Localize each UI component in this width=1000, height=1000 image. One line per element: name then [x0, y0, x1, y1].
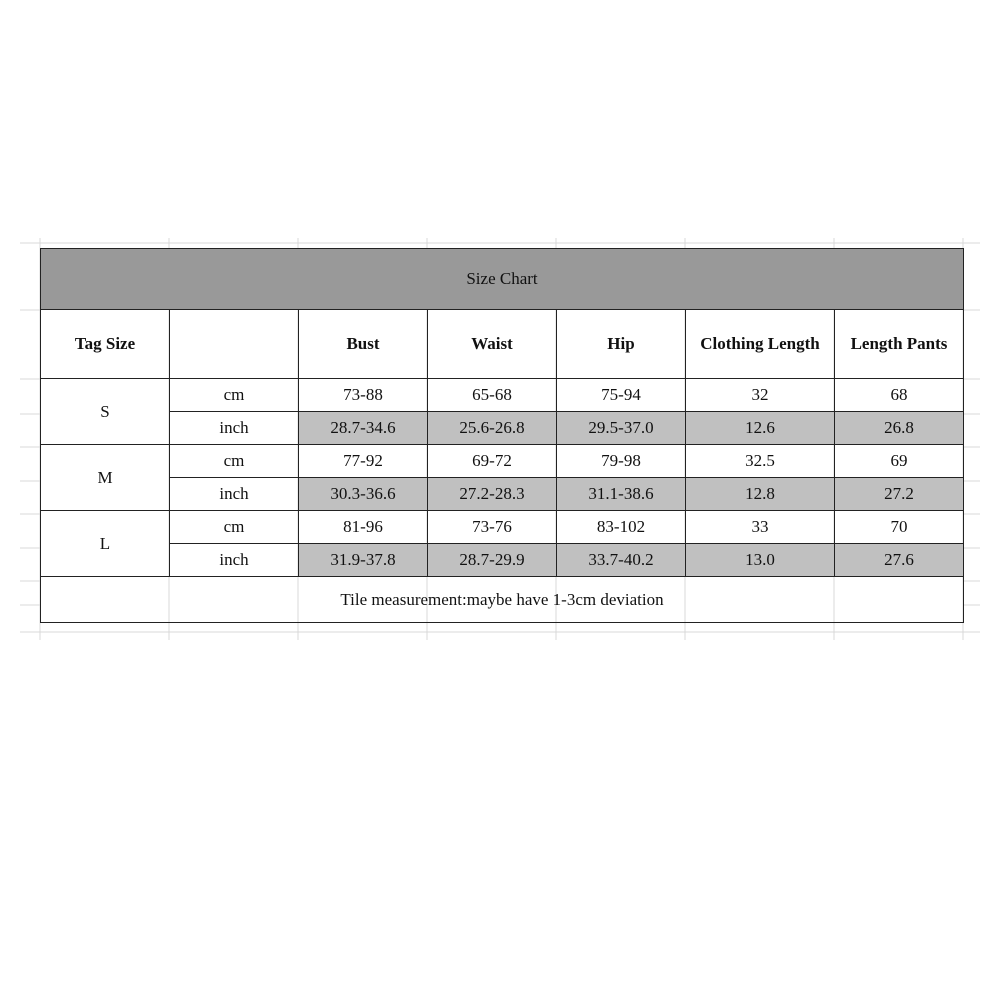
unit-cell: inch: [170, 412, 299, 445]
unit-cell: cm: [170, 379, 299, 412]
table-cell: 32: [686, 379, 835, 412]
table-row: [41, 412, 964, 445]
table-cell: 30.3-36.6: [299, 478, 428, 511]
header-length-pants: Length Pants: [835, 310, 964, 379]
unit-cell: inch: [170, 478, 299, 511]
header-hip: Hip: [557, 310, 686, 379]
size-chart-table: [40, 248, 964, 623]
table-row: [41, 445, 964, 478]
title-row: [41, 249, 964, 310]
table-cell: 25.6-26.8: [428, 412, 557, 445]
table-cell: 29.5-37.0: [557, 412, 686, 445]
table-cell: 33.7-40.2: [557, 544, 686, 577]
chart-title: Size Chart: [41, 249, 964, 310]
table-cell: 27.2: [835, 478, 964, 511]
table-cell: 68: [835, 379, 964, 412]
header-row: [41, 310, 964, 379]
table-cell: 83-102: [557, 511, 686, 544]
unit-cell: cm: [170, 511, 299, 544]
table-cell: 73-88: [299, 379, 428, 412]
table-cell: 32.5: [686, 445, 835, 478]
measurement-note: Tile measurement:maybe have 1-3cm deviation: [41, 577, 964, 623]
note-row: [41, 577, 964, 623]
header-tag-size: Tag Size: [41, 310, 170, 379]
table-cell: 77-92: [299, 445, 428, 478]
size-label-l: L: [41, 511, 170, 577]
header-bust: Bust: [299, 310, 428, 379]
table-cell: 81-96: [299, 511, 428, 544]
table-cell: 27.6: [835, 544, 964, 577]
table-cell: 69: [835, 445, 964, 478]
table-cell: 27.2-28.3: [428, 478, 557, 511]
table-cell: 12.6: [686, 412, 835, 445]
unit-cell: cm: [170, 445, 299, 478]
table-cell: 12.8: [686, 478, 835, 511]
table-cell: 13.0: [686, 544, 835, 577]
table-cell: 31.1-38.6: [557, 478, 686, 511]
table-cell: 28.7-34.6: [299, 412, 428, 445]
size-label-s: S: [41, 379, 170, 445]
table-row: [41, 379, 964, 412]
table-cell: 73-76: [428, 511, 557, 544]
table-cell: 70: [835, 511, 964, 544]
table-cell: 26.8: [835, 412, 964, 445]
table-row: [41, 544, 964, 577]
unit-cell: inch: [170, 544, 299, 577]
header-unit: [170, 310, 299, 379]
table-cell: 28.7-29.9: [428, 544, 557, 577]
table-cell: 75-94: [557, 379, 686, 412]
table-row: [41, 511, 964, 544]
header-clothing-length: Clothing Length: [686, 310, 835, 379]
table-cell: 65-68: [428, 379, 557, 412]
table-cell: 31.9-37.8: [299, 544, 428, 577]
table-row: [41, 478, 964, 511]
table-cell: 33: [686, 511, 835, 544]
table-cell: 79-98: [557, 445, 686, 478]
table-cell: 69-72: [428, 445, 557, 478]
size-label-m: M: [41, 445, 170, 511]
header-waist: Waist: [428, 310, 557, 379]
